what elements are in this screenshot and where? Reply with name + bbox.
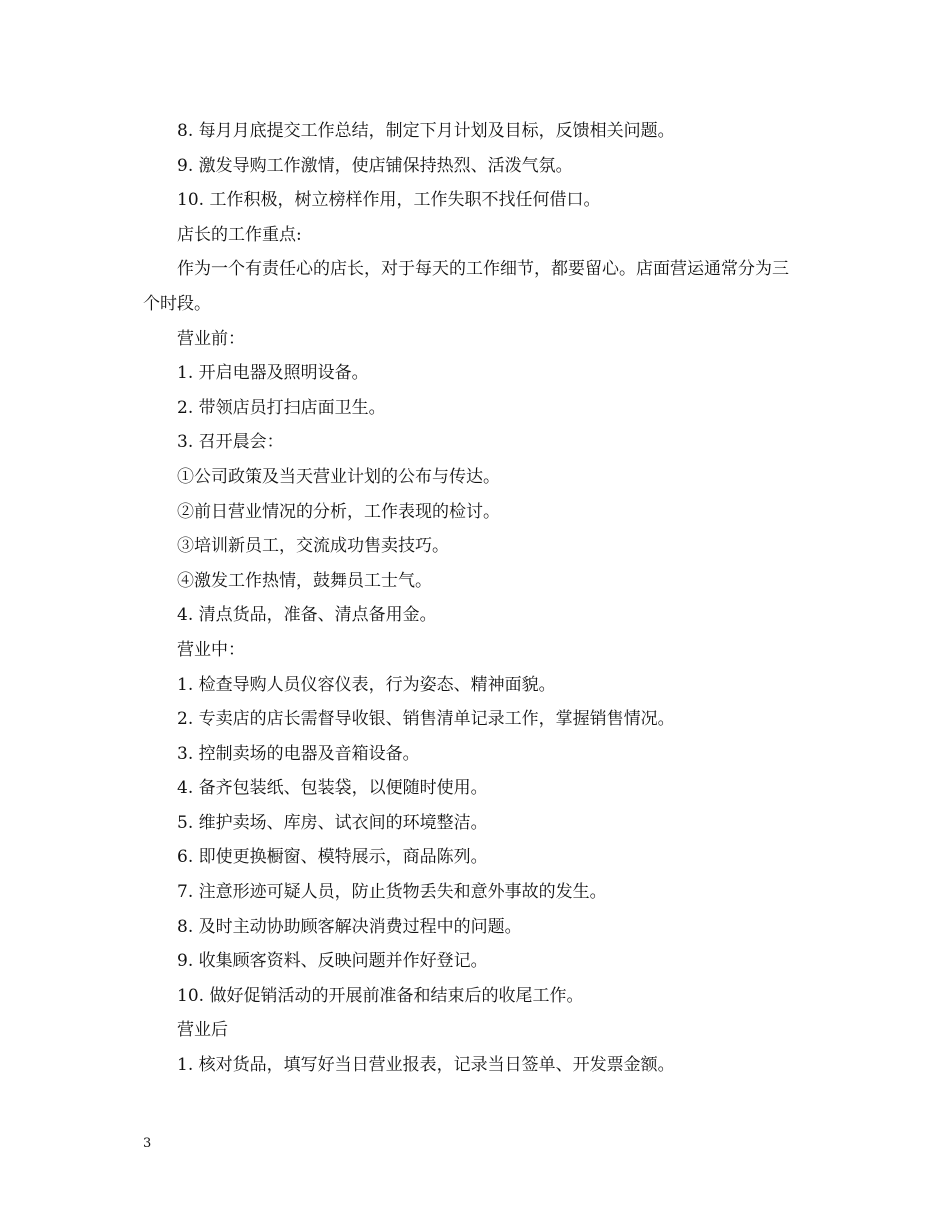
section-heading: 营业后 [177,1020,228,1041]
paragraph: 10. 工作积极，树立榜样作用，工作失职不找任何借口。 [177,190,601,211]
list-item: 5. 维护卖场、库房、试衣间的环境整洁。 [177,812,488,833]
list-item: 4. 备齐包装纸、包装袋，以便随时使用。 [177,778,488,799]
list-item: 7. 注意形迹可疑人员，防止货物丢失和意外事故的发生。 [177,882,607,903]
sub-list-item: ①公司政策及当天营业计划的公布与传达。 [177,466,500,487]
paragraph: 作为一个有责任心的店长，对于每天的工作细节，都要留心。店面营运通常分为三个时段。 [143,259,789,314]
sub-list-item: ②前日营业情况的分析，工作表现的检讨。 [177,501,500,522]
sub-list-item: ④激发工作热情，鼓舞员工士气。 [177,570,432,591]
paragraph: 9. 激发导购工作激情，使店铺保持热烈、活泼气氛。 [177,155,573,176]
list-item: 1. 开启电器及照明设备。 [177,363,369,384]
sub-list-item: ③培训新员工，交流成功售卖技巧。 [177,536,449,557]
list-item: 2. 带领店员打扫店面卫生。 [177,397,386,418]
list-item: 4. 清点货品，准备、清点备用金。 [177,605,437,626]
list-item: 8. 及时主动协助顾客解决消费过程中的问题。 [177,916,522,937]
list-item: 1. 核对货品，填写好当日营业报表，记录当日签单、开发票金额。 [177,1055,675,1076]
document-body [143,114,803,1083]
section-heading: 营业前： [177,328,245,349]
list-item: 3. 控制卖场的电器及音箱设备。 [177,743,420,764]
list-item: 9. 收集顾客资料、反映问题并作好登记。 [177,951,488,972]
section-heading: 营业中： [177,639,245,660]
page-number: 3 [143,1136,152,1151]
list-item: 3. 召开晨会： [177,432,284,453]
list-item: 6. 即使更换橱窗、模特展示，商品陈列。 [177,847,488,868]
list-item: 10. 做好促销活动的开展前准备和结束后的收尾工作。 [177,985,584,1006]
list-item: 1. 检查导购人员仪容仪表，行为姿态、精神面貌。 [177,674,556,695]
paragraph: 8. 每月月底提交工作总结，制定下月计划及目标，反馈相关问题。 [177,121,675,141]
list-item: 2. 专卖店的店长需督导收银、销售清单记录工作，掌握销售情况。 [177,709,675,730]
section-heading: 店长的工作重点: [177,224,302,245]
